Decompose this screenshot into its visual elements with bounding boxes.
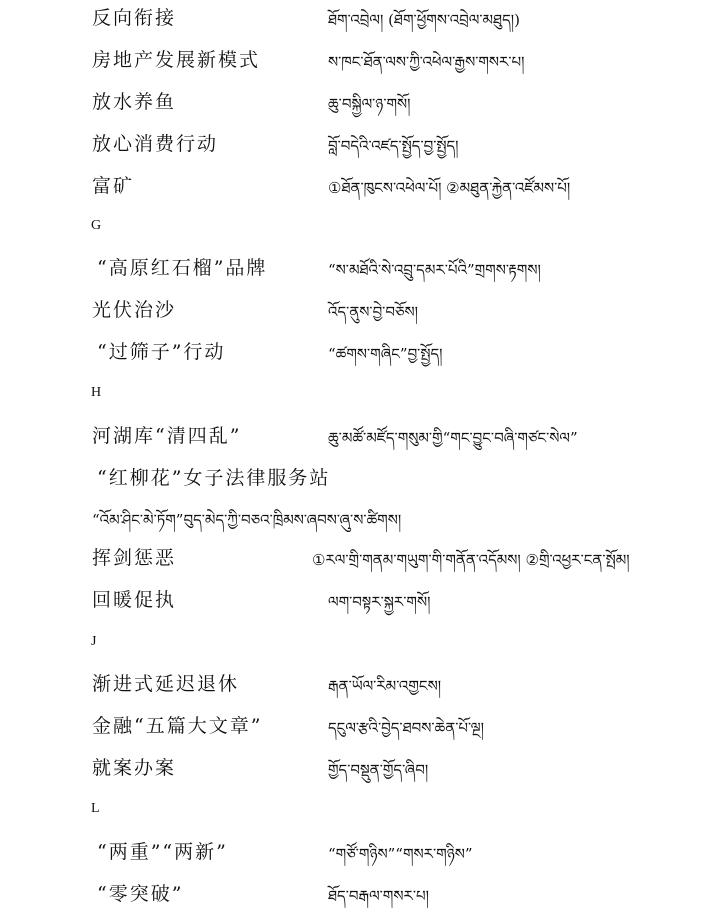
entry-row <box>0 292 726 332</box>
entry-row <box>0 708 726 748</box>
chinese-term: 反向衔接 <box>92 7 177 29</box>
entry-row <box>0 500 726 540</box>
entry-row <box>0 834 726 874</box>
tibetan-translation: འོད་ནུས་བྱེ་བཅོས། <box>328 303 418 321</box>
chinese-term: 回暖促执 <box>92 589 177 611</box>
section-letter: J <box>91 634 97 649</box>
chinese-term: 富矿 <box>92 175 135 197</box>
chinese-term: “两重”“两新” <box>97 841 228 863</box>
chinese-term: 河湖库“清四乱” <box>92 425 242 447</box>
chinese-term: “过筛子”行动 <box>97 341 226 363</box>
entry-row <box>0 84 726 124</box>
section-letter-j <box>0 622 726 662</box>
entry-row <box>0 126 726 166</box>
chinese-term: 放水养鱼 <box>92 91 177 113</box>
tibetan-translation: ①རལ་གྲི་གནམ་གཡུག་གི་གནོན་འདོམས། ②གྲི་འཕྱར་ངན་སྤོམ། <box>312 551 630 569</box>
entry-row <box>0 666 726 706</box>
tibetan-translation: ཐོག་འབྲེལ། (ཐོག་ཕྱོགས་འབྲེལ་མཐུད།) <box>328 11 520 29</box>
chinese-term: 房地产发展新模式 <box>92 49 261 71</box>
section-letter: G <box>91 218 102 233</box>
entry-row <box>0 42 726 82</box>
entry-row <box>0 168 726 208</box>
chinese-term: 渐进式延迟退休 <box>92 673 240 695</box>
entry-row <box>0 876 726 916</box>
tibetan-translation: “ཚགས་གཞིང”བྱ་སྤྱོད། <box>328 345 443 363</box>
tibetan-translation: ཐོད་བརྒལ་གསར་པ། <box>328 887 429 905</box>
section-letter-h <box>0 373 726 413</box>
entry-row <box>0 460 726 500</box>
entry-row <box>0 582 726 622</box>
tibetan-translation: “གཙོ་གཉིས”“གསར་གཉིས” <box>328 845 473 863</box>
tibetan-translation: “འོམ་ཤིང་མེ་ཏོག”བུད་མེད་ཀྱི་བཅའ་ཁྲིམས་ཞབས་ཞུ་ས་ཚིགས། <box>92 511 402 529</box>
entry-row <box>0 750 726 790</box>
tibetan-translation: ཆུ་མཚོ་མཛོད་གསུམ་གྱི“གང་བྱུང་བཞི་གཙང་སེལ” <box>328 429 578 447</box>
chinese-term: “红柳花”女子法律服务站 <box>97 467 331 489</box>
entry-row <box>0 250 726 290</box>
tibetan-translation: བློ་བདེའི་འཛད་སྤྱོད་བྱ་སྤྱོད། <box>328 137 459 155</box>
tibetan-translation: ལག་བསྟར་སྐྱར་གསོ། <box>328 593 431 611</box>
chinese-term: 就案办案 <box>92 757 177 779</box>
tibetan-translation: ཆུ་བསྐྱིལ་ཉ་གསོ། <box>328 95 411 113</box>
chinese-term: 光伏治沙 <box>92 299 177 321</box>
tibetan-translation: གྱོད་བསྡུན་གྱོད་ཞིབ། <box>328 761 429 779</box>
tibetan-translation: རྒན་ཡོལ་རིམ་འགྱངས། <box>328 677 442 695</box>
section-letter: H <box>91 385 102 400</box>
tibetan-translation: ས་ཁང་ཐོན་ལས་ཀྱི་འཕེལ་རྒྱས་གསར་པ། <box>328 53 525 71</box>
tibetan-translation: “ས་མཐོའི་སེ་འབྲུ་དམར་པོའི”གྲགས་རྟགས། <box>328 261 541 279</box>
chinese-term: “零突破” <box>97 883 184 905</box>
entry-row <box>0 334 726 374</box>
chinese-term: 挥剑惩恶 <box>92 547 177 569</box>
section-letter: L <box>91 801 100 816</box>
chinese-term: “高原红石榴”品牌 <box>97 257 268 279</box>
entry-row <box>0 0 726 40</box>
tibetan-translation: དངུལ་རྩའི་བྱེད་ཐབས་ཆེན་པོ་ལྔ། <box>328 719 485 737</box>
tibetan-translation: ①ཐོན་ཁུངས་འཕེལ་པོ། ②མཐུན་རྐྱེན་འཛོམས་པོ། <box>328 179 571 197</box>
entry-row <box>0 418 726 458</box>
section-letter-l <box>0 789 726 829</box>
chinese-term: 金融“五篇大文章” <box>92 715 263 737</box>
chinese-term: 放心消费行动 <box>92 133 219 155</box>
entry-row <box>0 540 726 580</box>
section-letter-g <box>0 206 726 246</box>
